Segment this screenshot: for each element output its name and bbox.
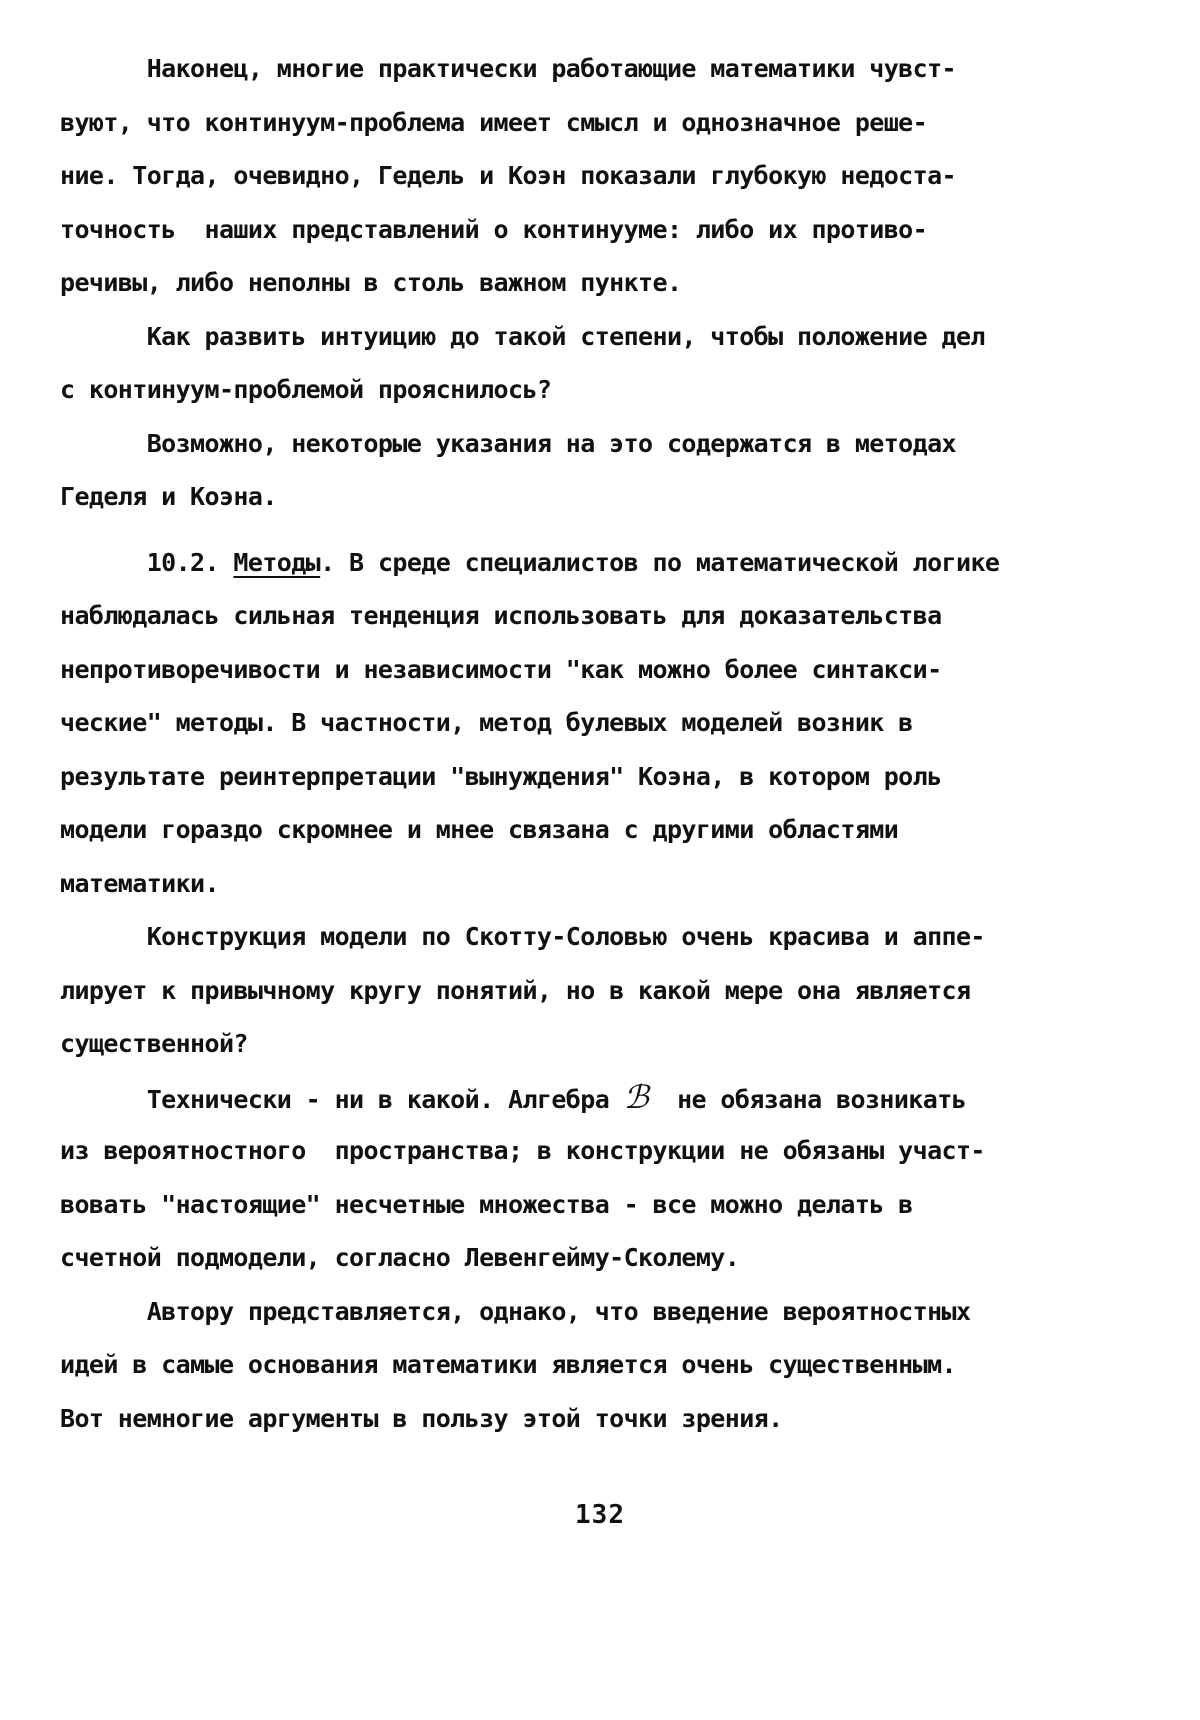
text-line: Вот немногие аргументы в пользу этой точки зрения. [60,1403,783,1433]
text-line: Геделя и Коэна. [60,482,277,511]
text-line: из вероятностного пространства; в конструкции не обязаны участ- [60,1136,985,1165]
text-line: модели гораздо скромнее и мнее связана с другими областями [60,815,899,844]
text-line: Автору представляется, однако, что введение вероятностных [60,1296,971,1326]
text-line: Наконец, многие практически работающие математики чувст- [60,54,956,83]
page-body [60,42,1120,1445]
text-line: наблюдалась сильная тенденция использовать для доказательства [60,601,942,630]
section-10-2 [60,536,1120,911]
paragraph-5 [60,910,1120,1071]
section-title: Методы [233,547,321,577]
text-line: вуют, что континуум-проблема имеет смысл и однозначное реше- [60,107,928,137]
text-line-with-symbol [60,1071,1120,1125]
text-line: речивы, либо неполны в столь важном пункте. [60,268,682,297]
text-line: математики. [60,868,219,898]
text-line: вовать "настоящие" несчетные множества - все можно делать в [60,1189,913,1219]
page-number: 132 [575,1500,625,1530]
text-line: ческие" методы. В частности, метод булевых моделей возник в [60,708,913,737]
section-spacer [60,524,1120,536]
text-line: Конструкция модели по Скотту-Соловью очень красива и аппе- [60,922,985,951]
text-line: точность наших представлений о континууме: либо их противо- [60,214,928,244]
paragraph-7 [60,1285,1120,1446]
line-start: Технически - ни в какой. Алгебра [60,1084,624,1114]
paragraph-6 [60,1071,1120,1285]
text-line: существенной? [60,1029,248,1058]
text-line: лирует к привычному кругу понятий, но в какой мере она является [60,975,971,1005]
text-line: Возможно, некоторые указания на это содержатся в методах [60,428,956,458]
text-line: Как развить интуицию до такой степени, чтобы положение дел [60,321,985,351]
line-end: не обязана возникать [648,1084,967,1114]
text-line: идей в самые основания математики является очень существенным. [60,1350,956,1379]
section-first-line-rest: . В среде специалистов по математической логике [320,547,1000,577]
paragraph-2 [60,310,1120,417]
section-number: 10.2. [60,547,234,577]
section-heading-line [60,536,1120,590]
algebra-symbol: ℬ [623,1077,649,1116]
paragraph-3 [60,417,1120,524]
text-line: ние. Тогда, очевидно, Гедель и Коэн показали глубокую недоста- [60,161,956,190]
text-line: результате реинтерпретации "вынуждения" Коэна, в котором роль [60,761,942,791]
text-line: счетной подмодели, согласно Левенгейму-Сколему. [60,1243,740,1272]
text-line: с континуум-проблемой прояснилось? [60,375,552,404]
text-line: непротиворечивости и независимости "как можно более синтакси- [60,654,942,684]
paragraph-1 [60,42,1120,310]
